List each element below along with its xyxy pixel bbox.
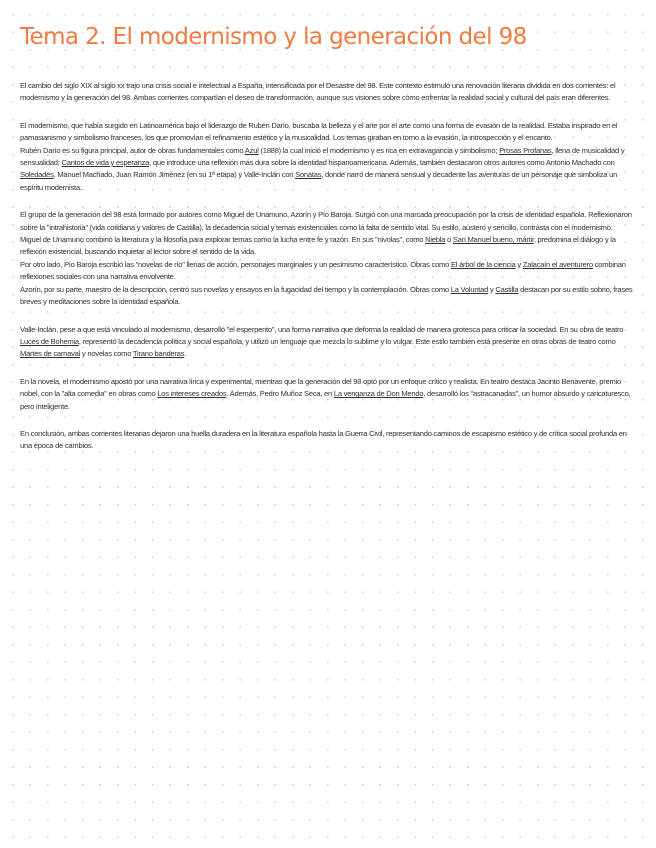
text-segment: Rubén Darío es su figura principal, autor de obras fundamentales como <box>20 145 245 155</box>
text-segment: . <box>184 349 187 359</box>
work-title-arbol-ciencia: El árbol de la ciencia <box>450 259 516 269</box>
intro-text: El cambio del siglo XIX al siglo xx trajo una crisis social e intelectual a España, intensificada por el Desastre del 98. Este contexto estimuló una renovación literaria dividida en dos corrientes: el modernismo y la generación del 98. Ambas corrientes compartían el deseo de transformación, aunque sus visiones sobre cómo enfrentar la realidad social y cultural del país eran diferentes. <box>20 81 616 103</box>
text-segment: y <box>488 284 496 294</box>
work-title-intereses-creados: Los intereses creados <box>157 389 227 399</box>
azorin-paragraph <box>20 284 638 309</box>
text-segment: , donde narró de manera sensual y decadente las aventuras de un personaje que simboliza un espíritu modernista. <box>20 170 618 192</box>
text-segment: y novelas como <box>80 349 133 359</box>
paragraph-modernismo <box>20 120 638 194</box>
work-title-azul: Azul <box>244 145 259 155</box>
work-title-martes-carnaval: Martes de carnaval <box>20 349 81 359</box>
text-segment: . Además, Pedro Muñoz Seca, en <box>226 389 334 399</box>
baroja-paragraph <box>20 259 638 284</box>
work-title-luces-bohemia: Luces de Bohemia <box>20 336 79 346</box>
text-segment: y <box>515 259 523 269</box>
text-segment: , desarrolló los "astracanadas", un humor absurdo y caricaturesco, pero inteligente. <box>20 389 631 411</box>
text-segment: destacan por su estilo sobrio, frases breves y meditaciones sobre la identidad española. <box>20 284 633 307</box>
work-title-niebla: Niebla <box>425 235 446 245</box>
work-title-zalacain: Zalacaín el aventurero <box>522 259 593 269</box>
work-title-soledades: Soledades <box>20 170 54 180</box>
work-title-cantos: Cantos de vida y esperanza <box>61 158 150 168</box>
text-segment: combinan reflexiones sociales con una narrativa envolvente. <box>20 259 626 282</box>
work-title-tirano-banderas: Tirano banderas <box>132 349 185 359</box>
work-title-sonatas: Sonatas <box>295 170 322 180</box>
modernismo-authors <box>20 145 638 195</box>
unamuno-paragraph <box>20 234 638 259</box>
text-segment: (1888) la cual inició el modernismo y es rica en extravagancia y simbolismo; <box>258 145 500 155</box>
paragraph-intro <box>20 80 638 105</box>
text-segment: , Manuel Machado, Juan Ramón Jiménez (en su 1ª etapa) y Valle-Inclán con <box>53 170 296 180</box>
text-segment: Valle-Inclán, pese a que está vinculado al modernismo, desarrolló "el esperpento", una forma narrativa que deforma la realidad de manera grotesca para criticar la sociedad. En su obra de teatro <box>20 324 624 334</box>
paragraph-conclusion <box>20 428 638 453</box>
work-title-san-manuel: San Manuel bueno, mártir <box>452 235 534 245</box>
text-segment: , predomina el diálogo y la reflexión existencial, buscando inquietar al lector sobre el sentido de la vida. <box>20 235 616 257</box>
work-title-castilla: Castilla <box>495 284 519 294</box>
page-title: Tema 2. El modernismo y la generación del 98 <box>20 24 527 50</box>
work-title-prosas-profanas: Prosas Profanas <box>499 145 552 155</box>
text-segment: , representó la decadencia política y social española, y utilizó un lenguaje que mezcla lo sublime y lo vulgar. Este estilo también está presente en otras obras de teatro como <box>78 336 616 346</box>
text-segment: , que introduce una reflexión más dura sobre la identidad hispanoamericana. Además, también destacaron otros autores como Antonio Machado con <box>149 158 615 168</box>
modernismo-description: El modernismo, que había surgido en Latinoamérica bajo el liderazgo de Rubén Darío, buscaba la belleza y el arte por el arte como una forma de evasión de la realidad. Estaba inspirado en el parnasianismo y simbolismo franceses, los que promovían el refinamiento estético y la musicalidad. Los temas giraban en torno a la evasión, la introspección y el encanto. <box>20 120 618 143</box>
paragraph-novela-teatro <box>20 376 638 413</box>
text-segment: Por otro lado, Pío Baroja escribió las "novelas de río" llenas de acción, personajes marginales y un pesimismo característico. Obras como <box>20 259 451 269</box>
text-segment: o <box>445 235 453 245</box>
work-title-la-voluntad: La Voluntad <box>450 284 489 294</box>
work-title-venganza-don-mendo: La venganza de Don Mendo <box>333 389 424 399</box>
paragraph-generacion-98 <box>20 209 638 308</box>
text-segment: En la novela, el modernismo apostó por una narrativa lírica y experimental, mientras que la generación del 98 optó por un enfoque crítico y realista. En teatro destaca Jacinto Benavente, premio nobel, con la "alta comedia" en obras como <box>20 376 621 399</box>
paragraph-valle-inclan <box>20 324 638 361</box>
text-segment: Miguel de Unamuno combinó la literatura y la filosofía para explorar temas como la lucha entre fe y razón. En sus "nivolas", como <box>20 235 426 245</box>
text-segment: , llena de musicalidad y sensualidad; <box>20 145 625 168</box>
conclusion-text: En conclusión, ambas corrientes literarias dejaron una huella duradera en la literatura española hasta la Guerra Civil, representando caminos de escapismo estético y de crítica social profunda en una época de cambios. <box>20 428 627 451</box>
text-segment: Azorín, por su parte, maestro de la descripción, centró sus novelas y ensayos en la fugacidad del tiempo y la contemplación. Obras como <box>20 284 451 294</box>
generacion-98-description: El grupo de la generación del 98 está formado por autores como Miguel de Unamuno, Azorín y Pío Baroja. Surgió con una marcada preocupación por la crisis de identidad española. Reflexionaron sobre la "intrahistoria" (vida cotidiana y valores de Castilla), la decadencia social y temas existenciales como la falta de sentido vital. Su estilo, austero y sencillo, contrasta con el modernismo. <box>20 210 632 232</box>
